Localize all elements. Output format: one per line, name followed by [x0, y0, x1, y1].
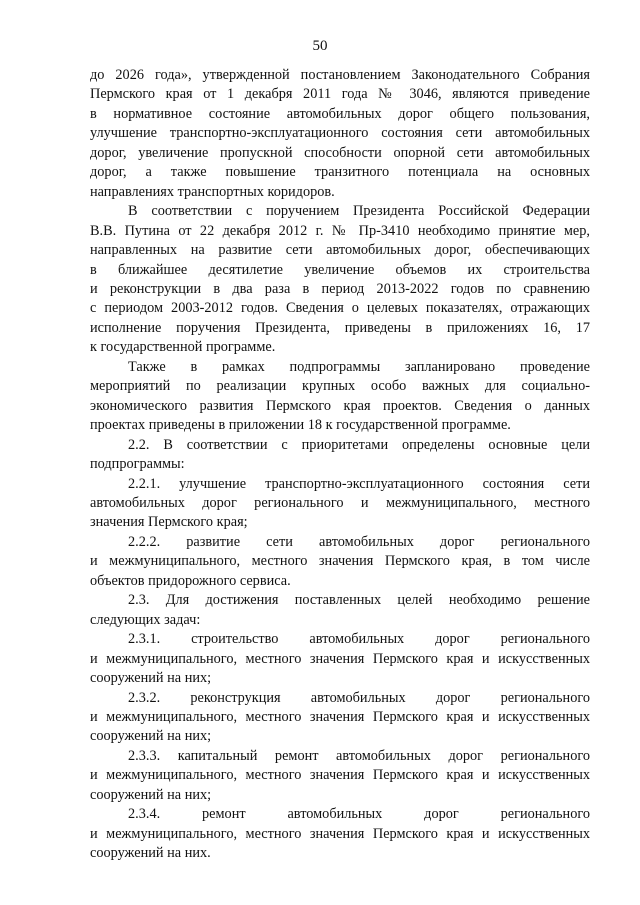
paragraph — [90, 591, 590, 630]
body-text — [90, 66, 590, 864]
paragraph — [90, 202, 590, 358]
text-line: 2.2.1. улучшение транспортно-эксплуатационного состояния сети — [128, 475, 590, 492]
text-line: 2.3. Для достижения поставленных целей необходимо решение — [128, 592, 590, 609]
text-line: В соответствии с поручением Президента Российской Федерации — [128, 203, 590, 220]
text-line: 2.3.1. строительство автомобильных дорог регионального — [128, 631, 590, 648]
text-line: 2.3.4. ремонт автомобильных дорог регионального — [128, 806, 590, 823]
text-line: исполнение поручения Президента, приведены в приложениях 16, 17 — [90, 319, 590, 336]
text-line: и межмуниципального, местного значения Пермского края и искусственных — [90, 767, 590, 784]
text-line: и межмуниципального, местного значения Пермского края и искусственных — [90, 708, 590, 725]
text-line: экономического развития Пермского края проектов. Сведения о данных — [90, 397, 590, 414]
text-line: значения Пермского края; — [90, 514, 248, 531]
paragraph — [90, 630, 590, 688]
text-line: 2.2.2. развитие сети автомобильных дорог регионального — [128, 533, 590, 550]
text-line: дорог, а также повышение транзитного потенциала на основных — [90, 164, 590, 181]
text-line: Также в рамках подпрограммы запланировано проведение — [128, 358, 590, 375]
text-line: объектов придорожного сервиса. — [90, 572, 291, 589]
paragraph — [90, 805, 590, 863]
paragraph — [90, 436, 590, 475]
text-line: в ближайшее десятилетие увеличение объемов их строительства — [90, 261, 590, 278]
paragraph — [90, 689, 590, 747]
page-number: 50 — [312, 38, 328, 54]
text-line: сооружений на них; — [90, 728, 212, 745]
text-line: мероприятий по реализации крупных особо важных для социально- — [90, 378, 590, 395]
text-line: 2.3.3. капитальный ремонт автомобильных дорог регионального — [128, 747, 590, 764]
text-line: дорог, увеличение пропускной способности опорной сети автомобильных — [90, 144, 590, 161]
text-line: сооружений на них; — [90, 786, 212, 803]
text-line: проектах приведены в приложении 18 к государственной программе. — [90, 417, 511, 434]
text-line: до 2026 года», утвержденной постановлением Законодательного Собрания — [90, 67, 590, 83]
text-line: и межмуниципального, местного значения Пермского края и искусственных — [90, 825, 590, 842]
paragraph — [90, 747, 590, 805]
text-line: В.В. Путина от 22 декабря 2012 г. № Пр-3410 необходимо принятие мер, — [90, 222, 590, 239]
text-line: в нормативное состояние автомобильных дорог общего пользования, — [90, 105, 590, 122]
text-line: и межмуниципального, местного значения Пермского края и искусственных — [90, 650, 590, 667]
text-line: направленных на развитие сети автомобильных дорог, обеспечивающих — [90, 242, 590, 259]
text-line: 2.3.2. реконструкция автомобильных дорог регионального — [128, 689, 590, 706]
text-line: и реконструкции в два раза в период 2013-2022 годов по сравнению — [90, 280, 590, 297]
text-line: к государственной программе. — [90, 339, 276, 356]
paragraph — [90, 475, 590, 533]
text-line: сооружений на них; — [90, 670, 212, 687]
text-line: сооружений на них. — [90, 845, 211, 862]
paragraph — [90, 358, 590, 436]
text-line: с периодом 2003-2012 годов. Сведения о целевых показателях, отражающих — [90, 300, 590, 317]
text-line: автомобильных дорог регионального и межмуниципального, местного — [90, 494, 590, 511]
paragraph — [90, 66, 590, 202]
text-line: 2.2. В соответствии с приоритетами определены основные цели — [128, 436, 590, 453]
text-line: Пермского края от 1 декабря 2011 года № 3046, являются приведение — [90, 86, 590, 103]
text-line: следующих задач: — [90, 611, 201, 628]
paragraph — [90, 533, 590, 591]
text-line: и межмуниципального, местного значения Пермского края, в том числе — [90, 553, 590, 570]
text-line: подпрограммы: — [90, 456, 185, 473]
text-line: направлениях транспортных коридоров. — [90, 183, 335, 200]
text-line: улучшение транспортно-эксплуатационного состояния сети автомобильных — [90, 125, 590, 142]
